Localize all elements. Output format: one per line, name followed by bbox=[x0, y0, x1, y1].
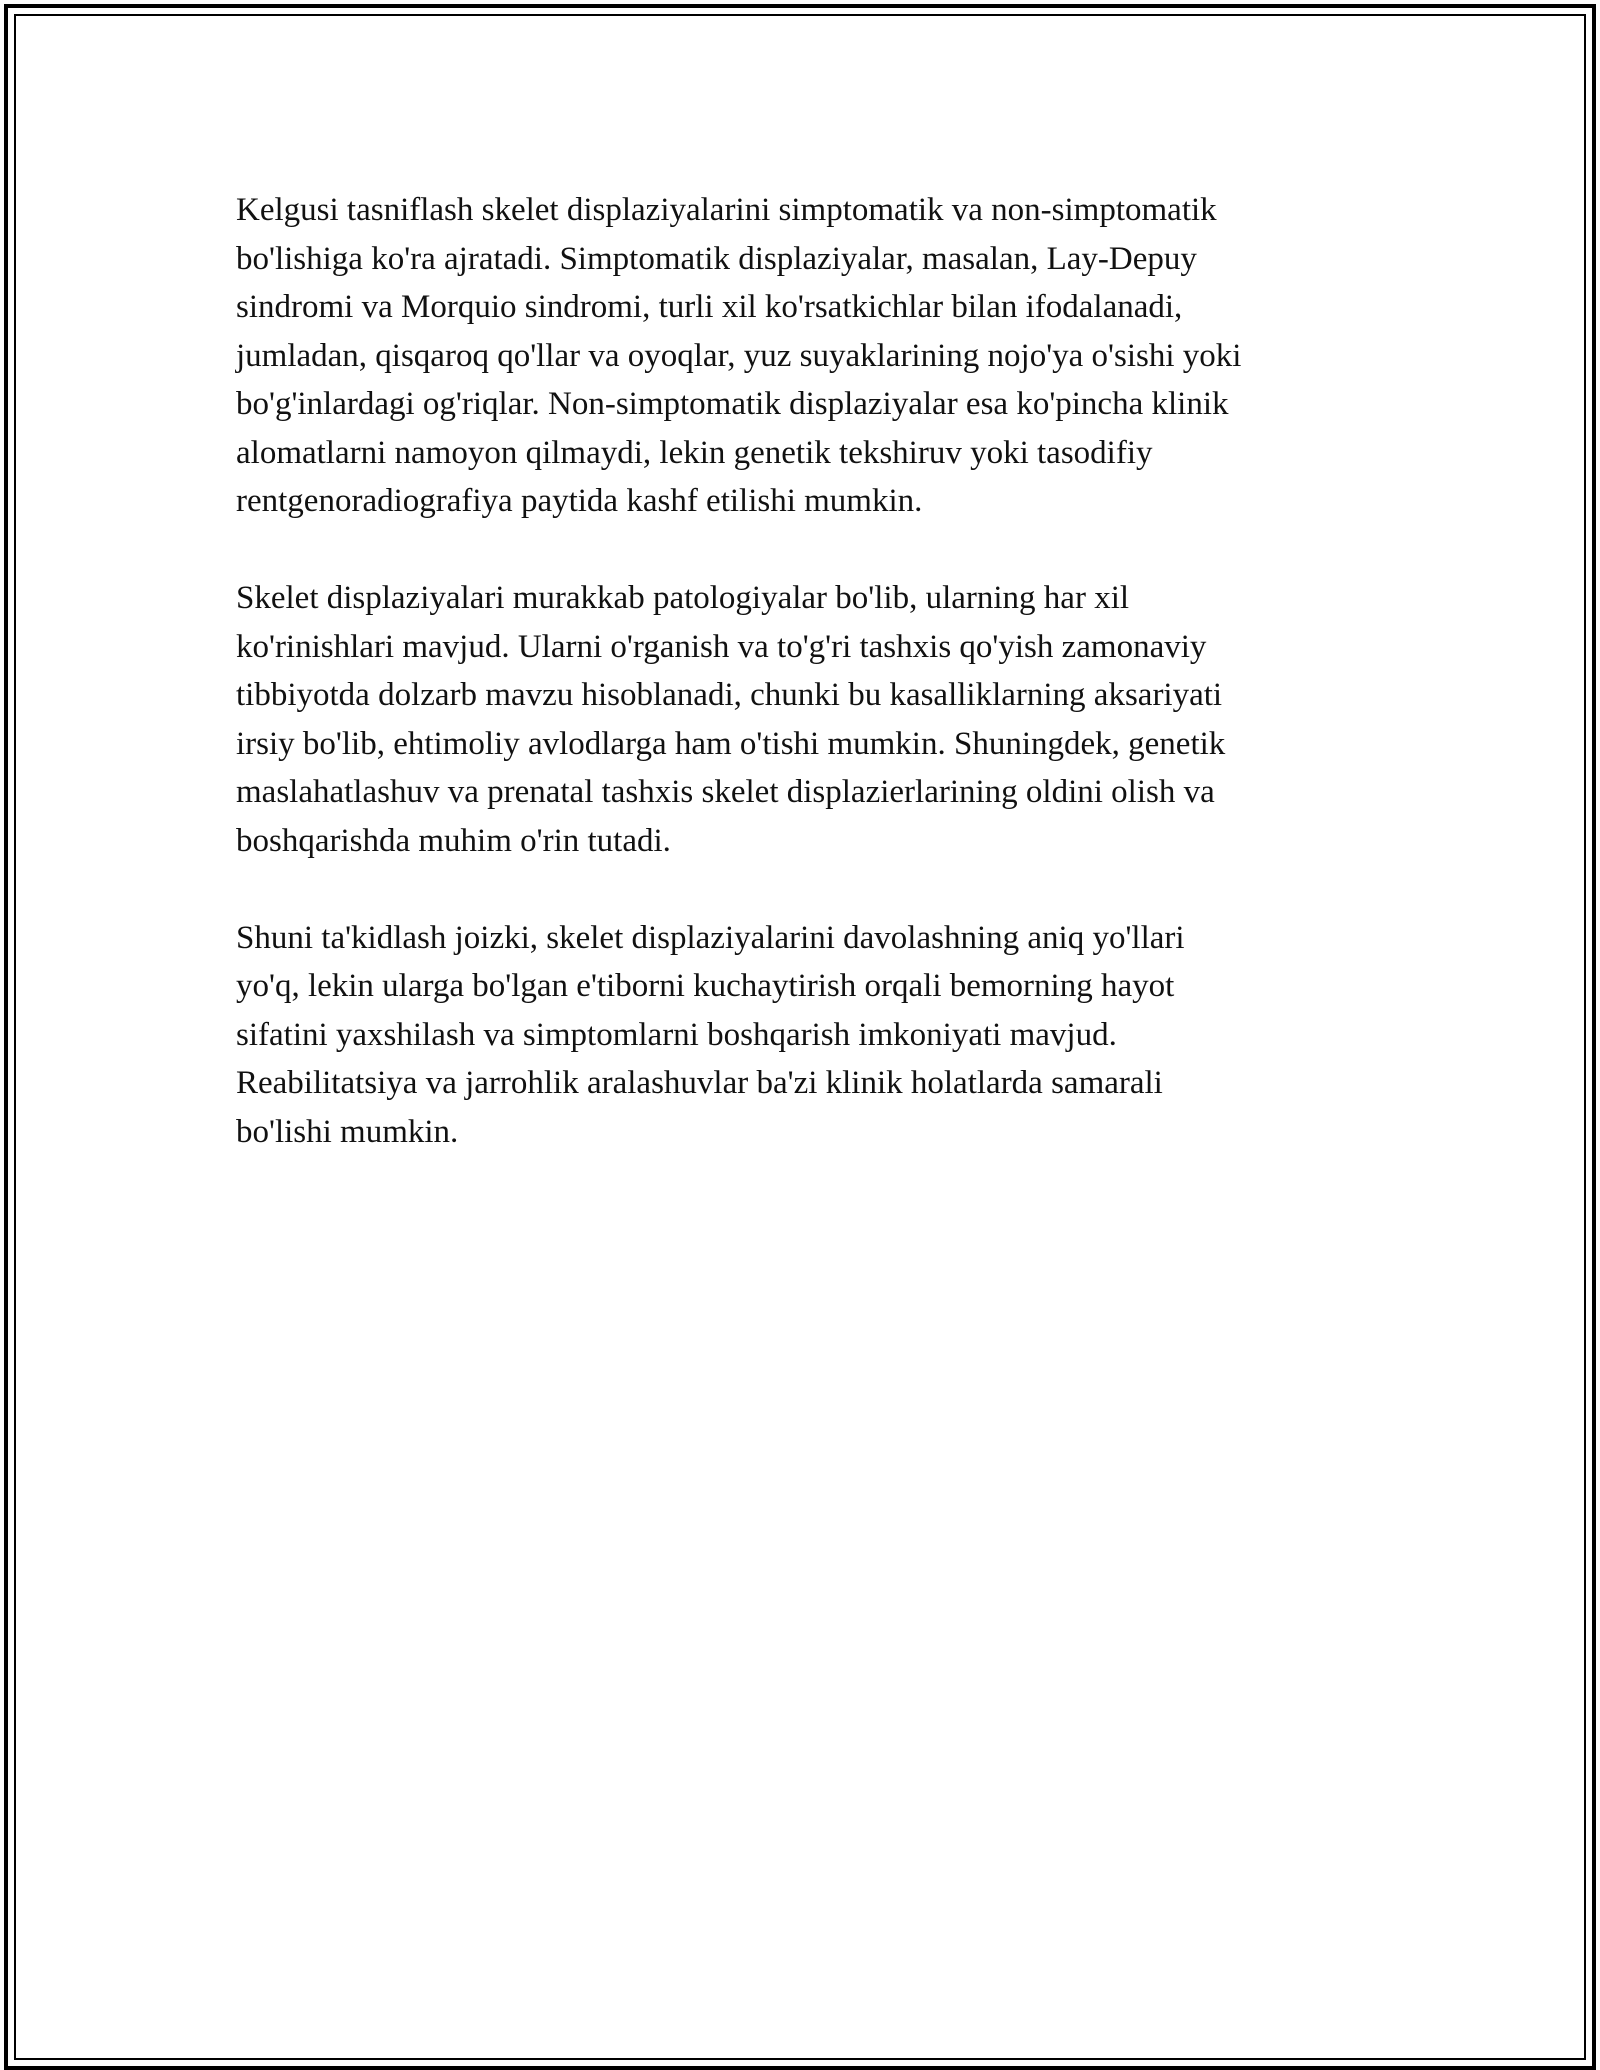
text-line: bo'lishi mumkin. bbox=[236, 1113, 459, 1150]
text-line: Shuni ta'kidlash joizki, skelet displaziyalarini davolashning aniq yo'llari bbox=[236, 919, 1185, 956]
paragraph-1 bbox=[236, 186, 1386, 526]
text-line: rentgenoradiografiya paytida kashf etilishi mumkin. bbox=[236, 483, 923, 519]
text-line: yo'q, lekin ularga bo'lgan e'tiborni kuchaytirish orqali bemorning hayot bbox=[236, 968, 1175, 1004]
paragraph-2 bbox=[236, 574, 1386, 865]
text-line: irsiy bo'lib, ehtimoliy avlodlarga ham o'tishi mumkin. Shuningdek, genetik bbox=[236, 725, 1226, 762]
text-line: Kelgusi tasniflash skelet displaziyalarini simptomatik va non-simptomatik bbox=[236, 192, 1217, 228]
text-line: bo'g'inlardagi og'riqlar. Non-simptomatik displaziyalar esa ko'pincha klinik bbox=[236, 386, 1229, 422]
text-line: Skelet displaziyalari murakkab patologiyalar bo'lib, ularning har xil bbox=[236, 580, 1130, 616]
text-line: Reabilitatsiya va jarrohlik aralashuvlar ba'zi klinik holatlarda samarali bbox=[236, 1065, 1163, 1101]
text-line: jumladan, qisqaroq qo'llar va oyoqlar, yuz suyaklarining nojo'ya o'sishi yoki bbox=[236, 337, 1242, 374]
document-body bbox=[236, 186, 1386, 1205]
text-line: alomatlarni namoyon qilmaydi, lekin genetik tekshiruv yoki tasodifiy bbox=[236, 434, 1153, 471]
text-line: bo'lishiga ko'ra ajratadi. Simptomatik displaziyalar, masalan, Lay-Depuy bbox=[236, 240, 1197, 277]
text-line: ko'rinishlari mavjud. Ularni o'rganish va to'g'ri tashxis qo'yish zamonaviy bbox=[236, 628, 1207, 665]
paragraph-3 bbox=[236, 914, 1386, 1157]
text-line: boshqarishda muhim o'rin tutadi. bbox=[236, 822, 671, 859]
text-line: tibbiyotda dolzarb mavzu hisoblanadi, chunki bu kasalliklarning aksariyati bbox=[236, 677, 1223, 713]
text-line: sindromi va Morquio sindromi, turli xil ko'rsatkichlar bilan ifodalanadi, bbox=[236, 289, 1183, 325]
text-line: maslahatlashuv va prenatal tashxis skelet displazierlarining oldini olish va bbox=[236, 774, 1215, 810]
text-line: sifatini yaxshilash va simptomlarni boshqarish imkoniyati mavjud. bbox=[236, 1016, 1117, 1053]
